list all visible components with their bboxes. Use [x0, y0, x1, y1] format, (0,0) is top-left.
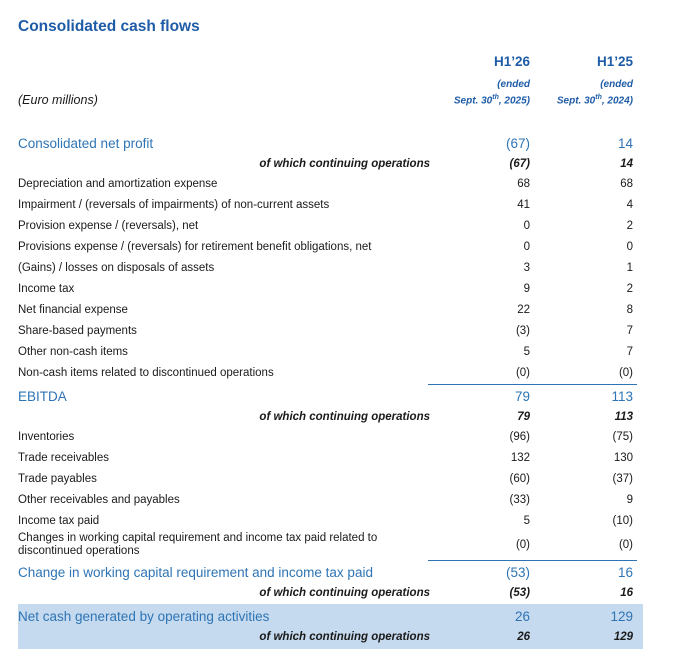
row-value-h125: 129: [610, 609, 633, 625]
row-change-working-capital: [18, 562, 643, 583]
row-value-h126: (67): [505, 136, 530, 152]
row-label: Change in working capital requirement and income tax paid: [18, 565, 373, 581]
column-header-spacer: [18, 54, 440, 70]
row-value-h125: 16: [620, 586, 633, 599]
row-other-receivables-payables: [18, 489, 643, 510]
row-label: Trade receivables: [18, 451, 109, 464]
ended-date-suffix: , 2025): [498, 95, 530, 107]
divider-line: [428, 560, 637, 561]
row-value-h126: (53): [505, 565, 530, 581]
row-label: of which continuing operations: [259, 410, 430, 423]
row-other-non-cash-items: [18, 341, 643, 362]
row-net-cash-operating: [18, 606, 643, 627]
units-label: (Euro millions): [18, 93, 98, 108]
row-value-h125: (0): [618, 539, 633, 552]
ended-date-prefix: Sept. 30: [556, 95, 596, 107]
row-value-h125: 7: [626, 345, 633, 358]
row-value-h126: 68: [517, 177, 530, 190]
row-value-h126: (33): [509, 493, 530, 506]
row-label: EBITDA: [18, 389, 67, 405]
row-value-h125: (37): [612, 472, 633, 485]
row-value-h126: 26: [514, 609, 530, 625]
highlight-band: [18, 604, 643, 649]
row-value-h125: 2: [626, 219, 633, 232]
row-depreciation-amortization: [18, 173, 643, 194]
ended-date-suffix: , 2024): [601, 95, 633, 107]
column-header-h126: H1’26: [493, 54, 530, 69]
row-value-h125: 130: [613, 451, 633, 464]
row-label: Consolidated net profit: [18, 136, 154, 152]
row-trade-receivables: [18, 447, 643, 468]
row-value-h125: 4: [626, 198, 633, 211]
row-value-h125: 16: [617, 565, 633, 581]
row-income-tax-paid: [18, 510, 643, 531]
row-value-h126: 79: [517, 410, 530, 423]
row-change-wc-continuing: [18, 583, 643, 602]
row-label: Other non-cash items: [18, 345, 128, 358]
row-label: of which continuing operations: [259, 157, 430, 170]
row-value-h126: (0): [515, 539, 530, 552]
row-consolidated-net-profit: [18, 133, 643, 154]
row-impairment: [18, 194, 643, 215]
cash-flow-table: [18, 133, 643, 649]
row-value-h126: 0: [523, 219, 530, 232]
row-income-tax: [18, 278, 643, 299]
row-value-h126: 3: [523, 261, 530, 274]
row-provisions-retirement: [18, 236, 643, 257]
row-label: (Gains) / losses on disposals of assets: [18, 261, 215, 274]
column-subheaders: [18, 78, 643, 107]
row-value-h126: 9: [523, 282, 530, 295]
row-value-h125: 68: [620, 177, 633, 190]
column-subheader-h125: [530, 78, 633, 107]
row-value-h126: 5: [523, 345, 530, 358]
row-trade-payables: [18, 468, 643, 489]
row-ebitda: [18, 386, 643, 407]
row-value-h125: 8: [626, 303, 633, 316]
row-label: of which continuing operations: [259, 630, 430, 643]
row-net-financial-expense: [18, 299, 643, 320]
row-value-h125: 14: [620, 157, 633, 170]
row-non-cash-discontinued: [18, 362, 643, 383]
row-value-h125: 7: [626, 324, 633, 337]
row-value-h125: (75): [612, 430, 633, 443]
row-value-h125: 2: [626, 282, 633, 295]
divider-line: [428, 384, 637, 385]
row-label: Non-cash items related to discontinued operations: [18, 366, 274, 379]
row-net-cash-continuing: [18, 627, 643, 646]
row-value-h126: (53): [509, 586, 530, 599]
column-subheader-h126: [440, 78, 530, 107]
row-value-h125: 0: [626, 240, 633, 253]
row-value-h126: (67): [509, 157, 530, 170]
row-value-h125: 9: [626, 493, 633, 506]
ended-date-prefix: Sept. 30: [453, 95, 493, 107]
row-label: Income tax paid: [18, 514, 100, 527]
row-value-h125: 1: [626, 261, 633, 274]
row-value-h126: (0): [515, 366, 530, 379]
row-value-h126: 132: [510, 451, 530, 464]
row-value-h126: (60): [509, 472, 530, 485]
row-label: Provisions expense / (reversals) for retirement benefit obligations, net: [18, 240, 372, 253]
row-gains-losses-disposals: [18, 257, 643, 278]
row-provision-expense: [18, 215, 643, 236]
row-ebitda-continuing: [18, 407, 643, 426]
row-label: Inventories: [18, 430, 75, 443]
row-label: Provision expense / (reversals), net: [18, 219, 199, 232]
ended-word: (ended: [497, 79, 530, 90]
row-value-h125: (0): [618, 366, 633, 379]
row-value-h126: (96): [509, 430, 530, 443]
row-inventories: [18, 426, 643, 447]
page-title: Consolidated cash flows: [18, 18, 200, 35]
row-label: Income tax: [18, 282, 75, 295]
row-value-h125: (10): [612, 514, 633, 527]
column-headers: [18, 54, 643, 70]
row-value-h126: 0: [523, 240, 530, 253]
row-value-h126: 22: [517, 303, 530, 316]
ended-word: (ended: [600, 79, 633, 90]
row-label: Depreciation and amortization expense: [18, 177, 218, 190]
row-label: Other receivables and payables: [18, 493, 180, 506]
row-value-h125: 129: [613, 630, 633, 643]
row-label: Net cash generated by operating activities: [18, 609, 270, 625]
row-label: Changes in working capital requirement and income tax paid related to discontinued operations: [18, 532, 378, 558]
row-value-h126: (3): [515, 324, 530, 337]
row-value-h125: 113: [614, 410, 633, 423]
row-label: Impairment / (reversals of impairments) of non-current assets: [18, 198, 330, 211]
row-value-h126: 26: [517, 630, 530, 643]
ended-date-ordinal: th: [595, 94, 602, 101]
column-header-h125: H1’25: [596, 54, 633, 69]
row-net-profit-continuing: [18, 154, 643, 173]
row-label: of which continuing operations: [259, 586, 430, 599]
row-share-based-payments: [18, 320, 643, 341]
row-label: Net financial expense: [18, 303, 128, 316]
row-value-h126: 79: [514, 389, 530, 405]
row-value-h126: 41: [517, 198, 530, 211]
row-value-h125: 113: [611, 389, 633, 405]
row-value-h125: 14: [617, 136, 633, 152]
row-value-h126: 5: [523, 514, 530, 527]
row-changes-wc-discontinued: [18, 531, 643, 559]
row-label: Trade payables: [18, 472, 97, 485]
ended-date-ordinal: th: [492, 94, 499, 101]
row-label: Share-based payments: [18, 324, 137, 337]
